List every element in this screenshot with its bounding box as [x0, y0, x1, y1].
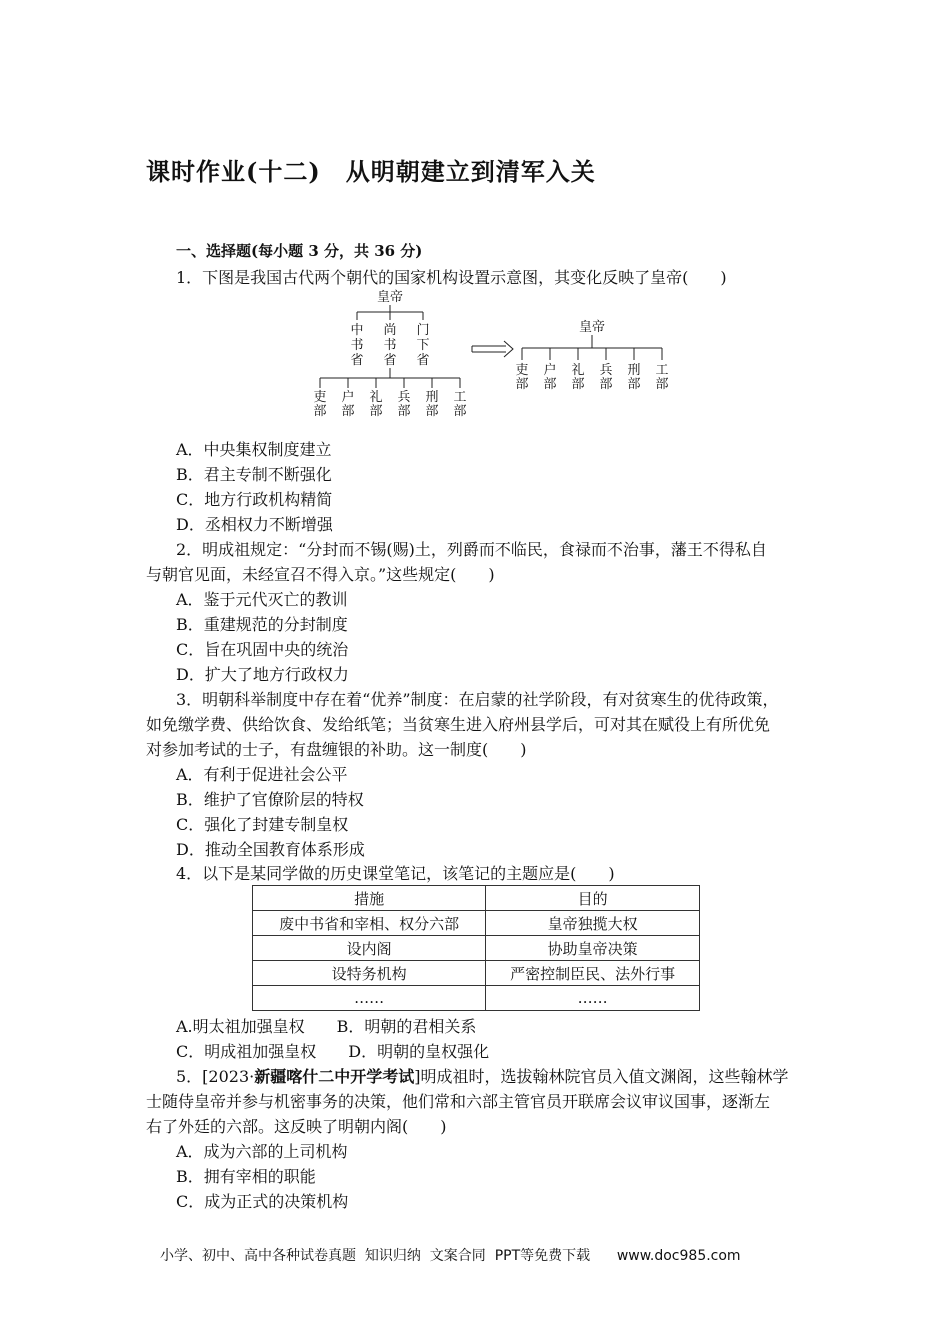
ministry-label: 吏部 [515, 363, 529, 392]
table-cell: 设内阁 [253, 936, 486, 961]
left-emperor-label: 皇帝 [376, 290, 404, 305]
org-chart [310, 288, 710, 428]
table-cell: …… [486, 986, 700, 1011]
menxia-char-1: 门 [416, 323, 430, 338]
ministry-label: 工部 [655, 363, 669, 392]
q1-option-a: A．中央集权制度建立 [176, 440, 332, 459]
q1-option-b: B．君主专制不断强化 [176, 465, 332, 484]
q5-source: 新疆喀什二中开学考试 [254, 1067, 415, 1086]
table-row [253, 936, 700, 961]
zhongshu-char-1: 中 [350, 323, 364, 338]
table-header-cell: 措施 [253, 886, 486, 911]
ministry-label: 兵部 [397, 390, 411, 419]
shangshu-char-2: 书 [383, 338, 397, 353]
q4-notes-table [252, 885, 700, 1011]
zhongshu-char-2: 书 [350, 338, 364, 353]
q5-option-a: A．成为六部的上司机构 [176, 1142, 348, 1161]
ministry-label: 刑部 [425, 390, 439, 419]
q1-stem: 1．下图是我国古代两个朝代的国家机构设置示意图，其变化反映了皇帝( ) [176, 268, 727, 287]
table-cell: 废中书省和宰相、权分六部 [253, 911, 486, 936]
zhongshu-char-3: 省 [350, 353, 364, 368]
q1-option-c: C．地方行政机构精简 [176, 490, 333, 509]
right-ministries [515, 362, 668, 392]
shangshu-char-1: 尚 [383, 323, 397, 338]
ministry-label: 礼部 [571, 363, 585, 392]
q3-stem-line-3: 对参加考试的士子，有盘缠银的补助。这一制度( ) [146, 740, 527, 759]
q4-stem: 4．以下是某同学做的历史课堂笔记，该笔记的主题应是( ) [176, 864, 615, 883]
q1-diagram [310, 288, 710, 432]
q4-options-line-2: C．明成祖加强皇权 D．明朝的皇权强化 [176, 1042, 490, 1061]
transition-arrow [472, 341, 513, 357]
menxia-char-3: 省 [416, 353, 430, 368]
ministry-label: 礼部 [369, 390, 383, 419]
menxia-char-2: 下 [416, 338, 430, 353]
shangshu-char-3: 省 [383, 353, 397, 368]
ministry-label: 户部 [543, 363, 557, 392]
q5-option-c: C．成为正式的决策机构 [176, 1192, 349, 1211]
table-row [253, 911, 700, 936]
page-footer: 小学、初中、高中各种试卷真题 知识归纳 文案合同 PPT等免费下载 www.doc985.com [160, 1248, 741, 1264]
ministry-label: 兵部 [599, 363, 613, 392]
q2-option-b: B．重建规范的分封制度 [176, 615, 348, 634]
q5-stem-line-2: 士随侍皇帝并参与机密事务的决策，他们常和六部主管官员开联席会议审议国事，逐渐左 [146, 1092, 771, 1111]
q1-option-d: D．丞相权力不断增强 [176, 515, 333, 534]
q5-stem-line-3: 右了外廷的六部。这反映了明朝内阁( ) [146, 1117, 447, 1136]
q2-stem-line-1: 2．明成祖规定：“分封而不锡(赐)土，列爵而不临民，食禄而不治事，藩王不得私自 [176, 540, 767, 559]
table-cell: 严密控制臣民、法外行事 [486, 961, 700, 986]
ministry-label: 户部 [341, 390, 355, 419]
q5-number: 5．[2023· [176, 1067, 255, 1086]
table-cell: 皇帝独揽大权 [486, 911, 700, 936]
q5-stem-line-1 [176, 1064, 789, 1089]
q3-option-d: D．推动全国教育体系形成 [176, 840, 365, 859]
q3-option-a: A．有利于促进社会公平 [176, 765, 348, 784]
left-ministries [313, 389, 466, 419]
ministry-label: 工部 [453, 390, 467, 419]
page-title: 课时作业(十二) 从明朝建立到清军入关 [146, 157, 596, 186]
q3-stem-line-1: 3．明朝科举制度中存在着“优养”制度：在启蒙的社学阶段，有对贫寒生的优待政策， [176, 690, 779, 709]
table-cell: 协助皇帝决策 [486, 936, 700, 961]
q5-option-b: B．拥有宰相的职能 [176, 1167, 316, 1186]
q3-option-c: C．强化了封建专制皇权 [176, 815, 349, 834]
left-mid-nodes [350, 322, 429, 368]
section-heading: 一、选择题(每小题 3 分，共 36 分) [176, 242, 423, 260]
table-row [253, 986, 700, 1011]
q3-stem-line-2: 如免缴学费、供给饮食、发给纸笔；当贫寒生进入府州县学后，可对其在赋役上有所优免 [146, 715, 771, 734]
q3-option-b: B．维护了官僚阶层的特权 [176, 790, 364, 809]
table-cell: …… [253, 986, 486, 1011]
ministry-label: 吏部 [313, 390, 327, 419]
table-cell: 设特务机构 [253, 961, 486, 986]
ministry-label: 刑部 [627, 363, 641, 392]
q2-option-c: C．旨在巩固中央的统治 [176, 640, 349, 659]
q2-option-d: D．扩大了地方行政权力 [176, 665, 349, 684]
q5-stem-text: ]明成祖时，选拔翰林院官员入值文渊阁，这些翰林学 [414, 1067, 789, 1086]
table-row [253, 961, 700, 986]
q4-options-line-1: A.明太祖加强皇权 B．明朝的君相关系 [176, 1017, 477, 1036]
q2-option-a: A．鉴于元代灭亡的教训 [176, 590, 348, 609]
q2-stem-line-2: 与朝官见面，未经宣召不得入京。”这些规定( ) [146, 565, 495, 584]
table-header-row [253, 886, 700, 911]
table-header-cell: 目的 [486, 886, 700, 911]
right-emperor-label: 皇帝 [578, 320, 606, 335]
